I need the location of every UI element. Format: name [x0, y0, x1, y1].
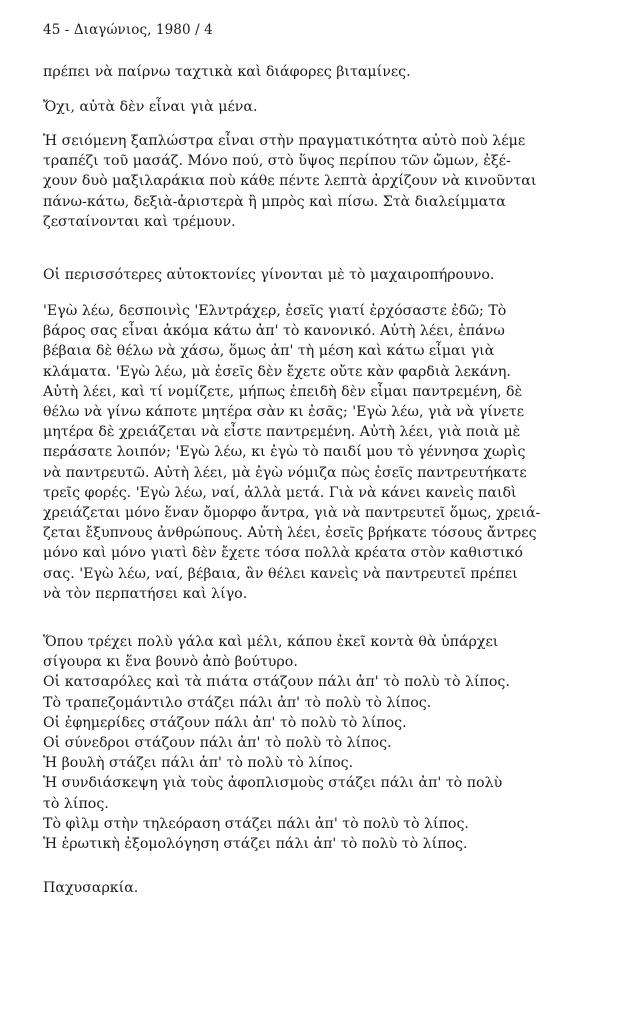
text-line: Παχυσαρκία. — [43, 880, 139, 896]
text-line: 'Εγὼ λέω, δεσποινὶς 'Ελντράχερ, ἐσεῖς γιατί ἐρχόσαστε ἐδῶ; Τὸ — [43, 303, 507, 319]
text-line: τρεῖς φορές. 'Εγὼ λέω, ναί, ἀλλὰ μετά. Γιὰ νὰ κάνει κανεὶς παιδὶ — [43, 484, 517, 501]
text-line: τραπέζι τοῦ μασάζ. Μόνο πού, στὸ ὕψος περίπου τῶν ὤμων, ἐξέ- — [43, 153, 511, 170]
text-line: Ἡ σειόμενη ξαπλώστρα εἶναι στὴν πραγματικότητα αὐτὸ ποὺ λέμε — [43, 133, 526, 149]
text-line: μόνο καὶ μόνο γιατὶ δὲν ἔχετε τόσα πολλὰ κρέατα στὸν καθιστικό — [43, 545, 523, 562]
text-line: Οἱ περισσότερες αὐτοκτονίες γίνονται μὲ τὸ μαχαιροπήρουνο. — [43, 267, 495, 283]
text-line: βέβαια δὲ θέλω νὰ χάσω, ὅμως ἀπ' τὴ μέση καὶ κάτω εἶμαι γιὰ — [43, 343, 495, 360]
text-line: πρέπει νὰ παίρνω ταχτικὰ καὶ διάφορες βιταμίνες. — [43, 64, 411, 80]
text-line: Οἱ ἐφημερίδες στάζουν πάλι ἀπ' τὸ πολὺ τὸ λίπος. — [43, 714, 407, 731]
text-line: Ὅπου τρέχει πολὺ γάλα καὶ μέλι, κάπου ἐκεῖ κοντὰ θὰ ὑπάρχει — [43, 634, 499, 650]
text-line: βάρος σας εἶναι ἀκόμα κάτω ἀπ' τὸ κανονικό. Αὐτὴ λέει, ἐπάνω — [43, 323, 505, 340]
text-line: Ἡ συνδιάσκεψη γιὰ τοὺς ἀφοπλισμοὺς στάζει πάλι ἀπ' τὸ πολὺ — [43, 775, 503, 792]
text-line: Οἱ σύνεδροι στάζουν πάλι ἀπ' τὸ πολὺ τὸ λίπος. — [43, 735, 392, 751]
text-line: Τὸ τραπεζομάντιλο στάζει πάλι ἀπ' τὸ πολὺ τὸ λίπος. — [43, 694, 432, 711]
text-line: χρειάζεται μόνο ἕναν ὄμορφο ἄντρα, γιὰ νὰ παντρευτεῖ ὅμως, χρειά- — [43, 505, 541, 521]
text-line: Ἡ ἐρωτικὴ ἐξομολόγηση στάζει πάλι ἀπ' τὸ πολὺ τὸ λίπος. — [43, 836, 468, 852]
text-line: κλάματα. 'Εγὼ λέω, μὰ ἐσεῖς δὲν ἔχετε οὔτε κὰν φαρδιὰ λεκάνη. — [43, 363, 511, 380]
text-line: Τὸ φὶλμ στὴν τηλεόραση στάζει πάλι ἀπ' τὸ πολὺ τὸ λίπος. — [43, 815, 469, 832]
text-line: μητέρα δὲ χρειάζεται νὰ εἶστε παντρεμένη. Αὐτὴ λέει, γιὰ ποιὰ μὲ — [43, 424, 521, 441]
text-line: περάσατε λοιπόν; 'Εγὼ λέω, κι ἐγὼ τὸ παιδί μου τὸ γέννησα χωρὶς — [43, 444, 526, 461]
text-line: νὰ τὸν περπατήσει καὶ λίγο. — [43, 585, 248, 602]
text-line: νὰ παντρευτῶ. Αὐτὴ λέει, μὰ ἐγὼ νόμιζα πὼς ἐσεῖς παντρευτήκατε — [43, 464, 527, 481]
text-line: Ὄχι, αὐτὰ δὲν εἶναι γιὰ μένα. — [43, 99, 258, 115]
running-head: 45 - Διαγώνιος, 1980 / 4 — [43, 22, 213, 38]
text-line: τὸ λίπος. — [43, 795, 109, 812]
text-line: Οἱ κατσαρόλες καὶ τὰ πιάτα στάζουν πάλι ἀπ' τὸ πολὺ τὸ λίπος. — [43, 674, 510, 691]
text-line: σίγουρα κι ἕνα βουνὸ ἀπὸ βούτυρο. — [43, 654, 298, 671]
text-line: πάνω-κάτω, δεξιὰ-ἀριστερὰ ἢ μπρὸς καὶ πίσω. Στὰ διαλείμματα — [43, 193, 506, 210]
text-line: Ἡ βουλὴ στάζει πάλι ἀπ' τὸ πολὺ τὸ λίπος. — [43, 755, 354, 772]
text-line: θέλω νὰ γίνω κάποτε μητέρα σὰν κι ἐσᾶς; 'Εγὼ λέω, γιὰ νὰ γίνετε — [43, 404, 525, 420]
text-line: Αὐτὴ λέει, καὶ τί νομίζετε, μήπως ἐπειδὴ δὲν εἶμαι παντρεμένη, δὲ — [43, 383, 523, 400]
text-line: ζεσταίνονται καὶ τρέμουν. — [43, 213, 236, 230]
text-line: ζεται ἔξυπνους ἀνθρώπους. Αὐτὴ λέει, ἐσεῖς βρήκατε τόσους ἄντρες — [43, 525, 537, 542]
text-line: σας. 'Εγὼ λέω, ναί, βέβαια, ἂν θέλει κανεὶς νὰ παντρευτεῖ πρέπει — [43, 565, 518, 582]
text-line: χουν δυὸ μαξιλαράκια ποὺ κάθε πέντε λεπτὰ ἀρχίζουν νὰ κινοῦνται — [43, 173, 537, 190]
